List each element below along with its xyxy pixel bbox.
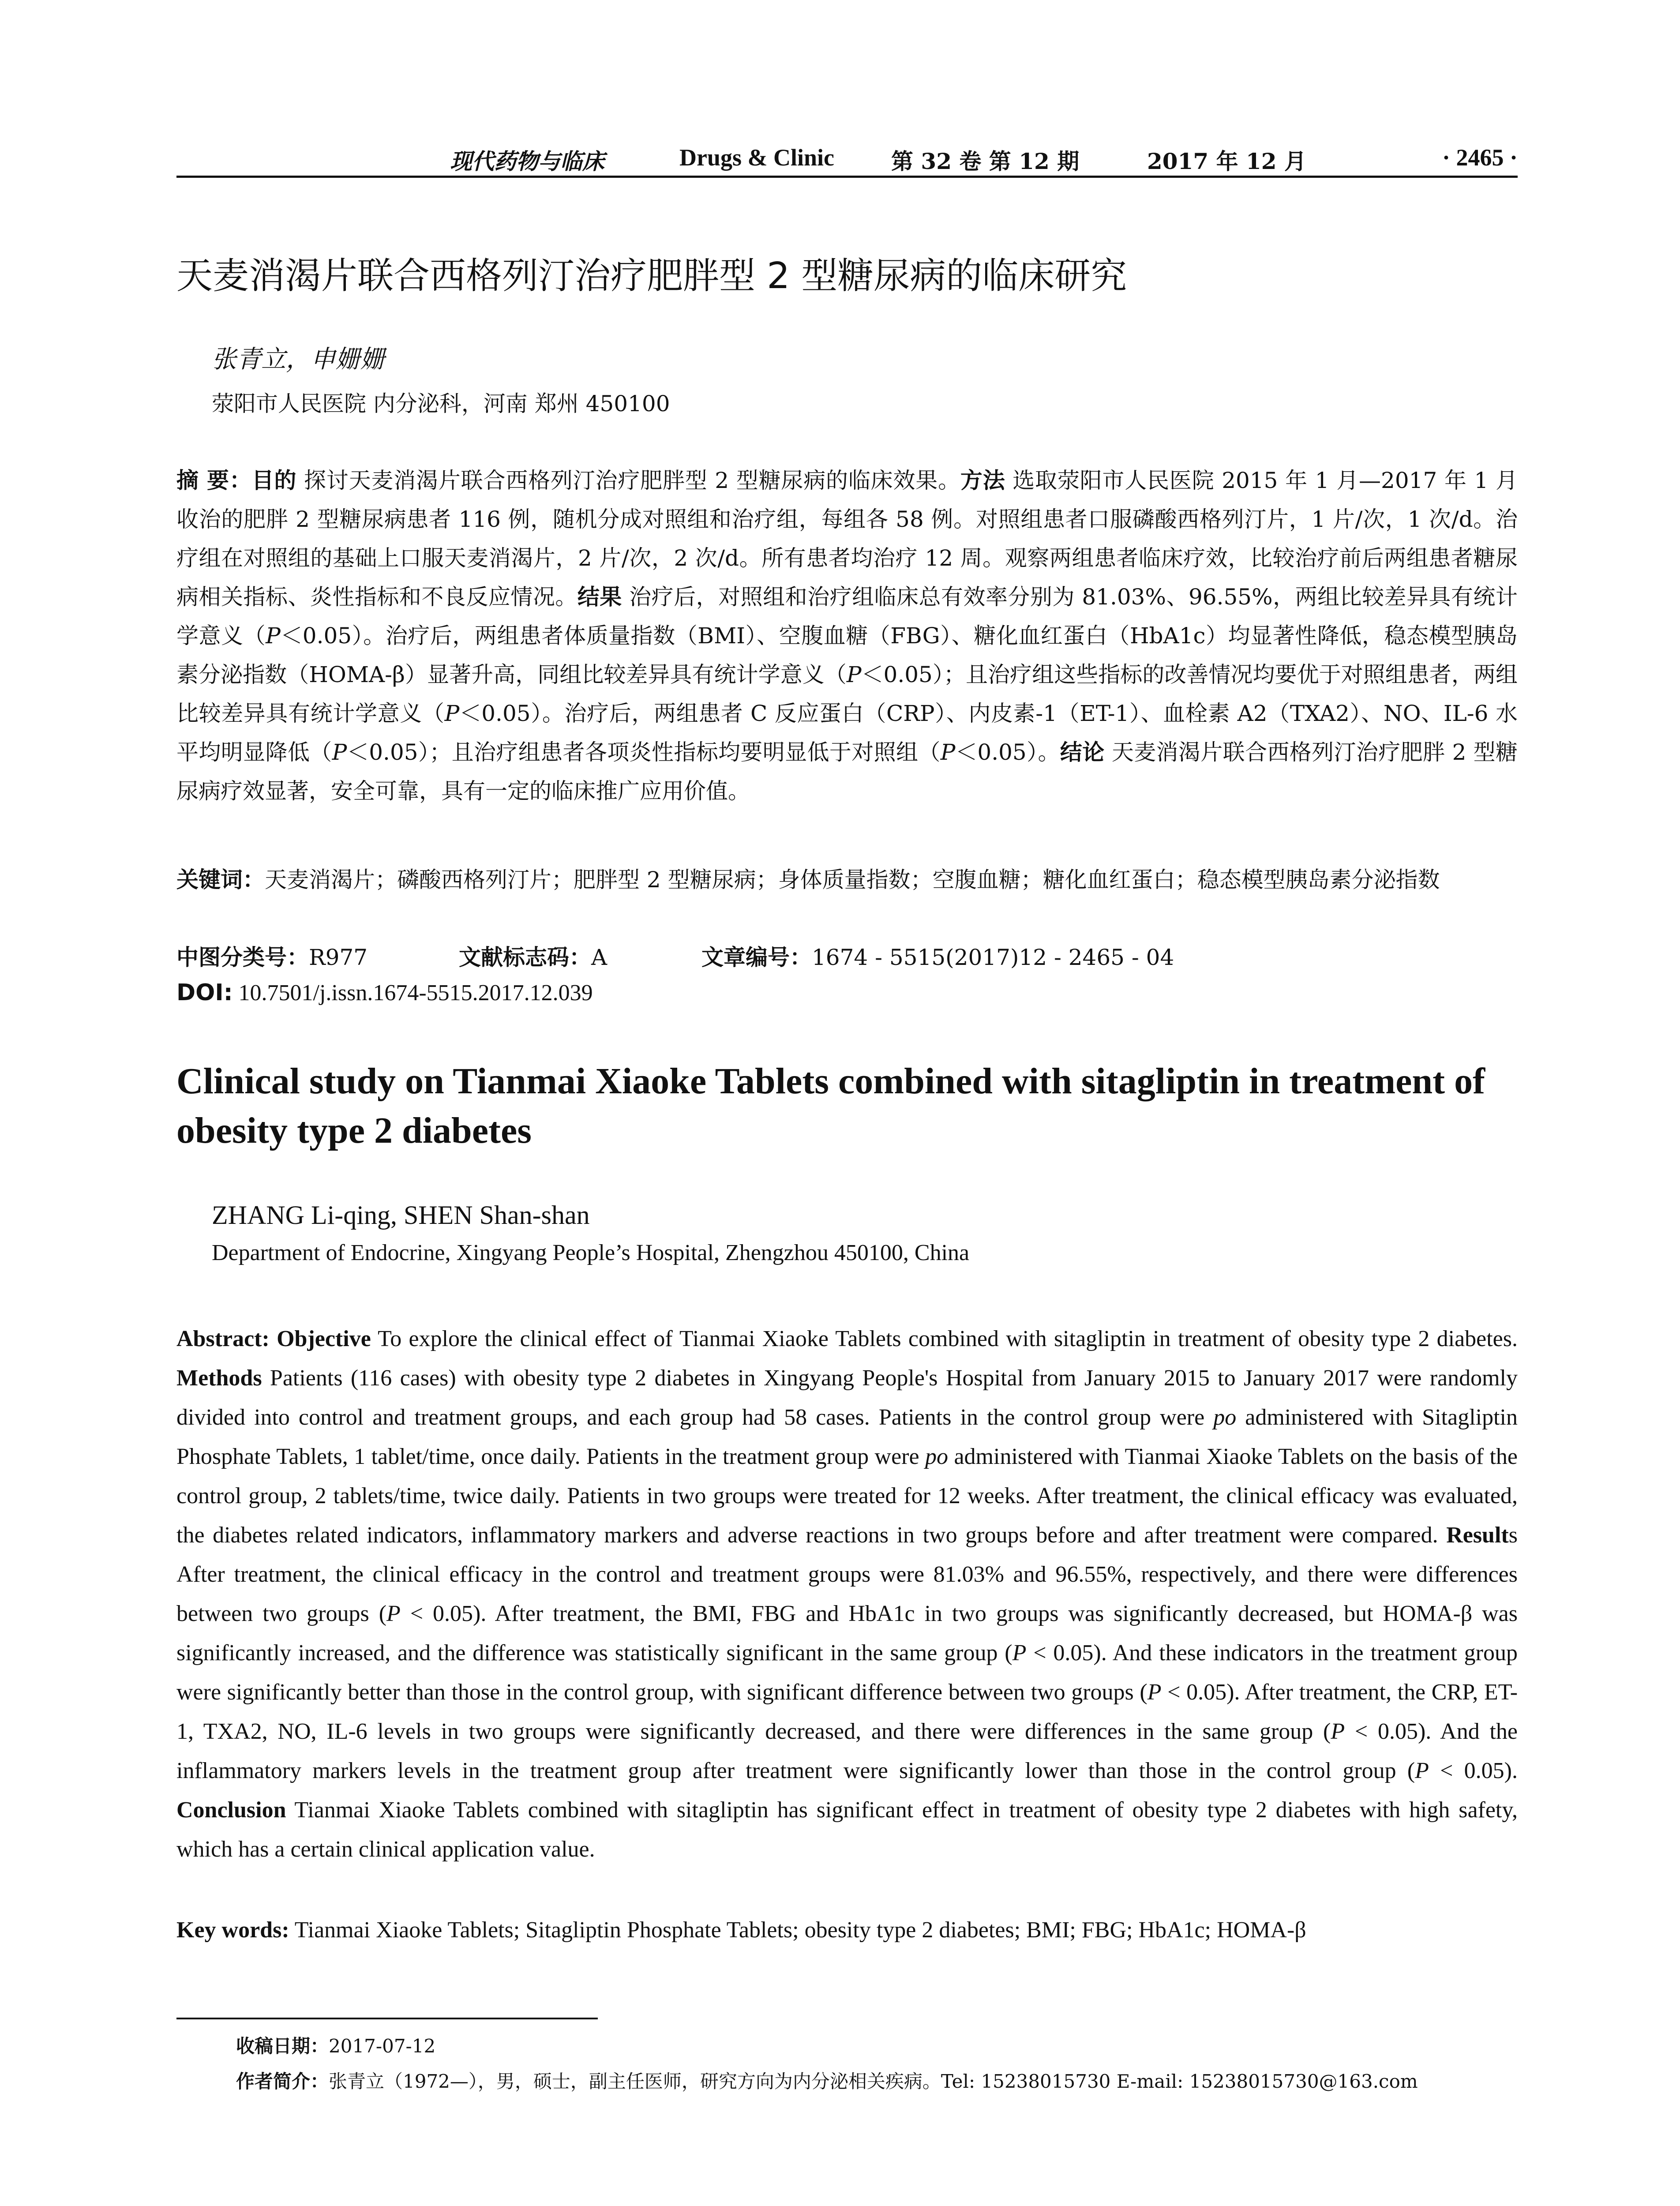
abstract-en — [176, 1319, 1518, 1869]
clc-number — [176, 940, 368, 972]
authors-cn: 张青立，申姗姗 — [212, 345, 385, 374]
po-abbrev: po — [1213, 1405, 1237, 1430]
footnote-author-bio — [236, 2067, 1418, 2093]
abstract-cn — [176, 461, 1518, 810]
p-value-symbol: P — [386, 1601, 401, 1626]
doi-line — [176, 979, 593, 1006]
objective-text-cn: 探讨天麦消渴片联合西格列汀治疗肥胖型 2 型糖尿病的临床效果。 — [296, 468, 960, 493]
clc-label: 中图分类号： — [176, 945, 309, 970]
conclusion-label-en: Conclusion — [176, 1797, 286, 1823]
p-value-symbol: P — [1012, 1640, 1027, 1666]
p-value-symbol: P — [846, 662, 862, 687]
results-text-cn: ＜0.05）。治疗后，两组患者体质量指数（BMI）、空腹血糖（FBG）、糖化血红蛋白（HbA1c）均显著性降低，稳态模型胰岛素分泌指数（HOMA-β）显著升高，同组比较差异具有统计学意义（ — [176, 623, 1518, 687]
results-text-en: < 0.05). And these indicators in the treatment group were significantly better than those in the control group, with significant difference between two groups ( — [176, 1640, 1518, 1705]
article-no-label: 文章编号： — [701, 945, 812, 970]
conclusion-label-cn: 结论 — [1060, 739, 1105, 765]
p-value-symbol: P — [266, 623, 281, 649]
keywords-text-cn: 天麦消渴片；磷酸西格列汀片；肥胖型 2 型糖尿病；身体质量指数；空腹血糖；糖化血红蛋白；稳态模型胰岛素分泌指数 — [265, 867, 1440, 893]
results-text-cn: 治疗后，对照组和治疗组临床总有效率分别为 81.03%、96.55%，两组比较差异具有统计学意义（ — [176, 584, 1518, 649]
abstract-cn-label: 摘 要： — [176, 468, 252, 493]
page-number: · 2465 · — [1442, 144, 1518, 171]
keywords-label-cn: 关键词： — [176, 867, 265, 893]
affiliation-en: Department of Endocrine, Xingyang People’s Hospital, Zhengzhou 450100, China — [212, 1240, 970, 1265]
doc-code-label: 文献标志码： — [459, 945, 591, 970]
p-value-symbol: P — [1331, 1719, 1345, 1744]
article-number — [701, 940, 1174, 972]
article-no-value: 1674 - 5515(2017)12 - 2465 - 04 — [812, 945, 1174, 970]
author-bio-label: 作者简介： — [236, 2071, 329, 2092]
article-title-en: Clinical study on Tianmai Xiaoke Tablets combined with sitagliptin in treatment of obesity type 2 diabetes — [176, 1061, 1485, 1151]
results-text-cn: ＜0.05）；且治疗组患者各项炎性指标均要明显低于对照组（ — [347, 739, 941, 765]
results-text-en: After treatment, the clinical efficacy in the control and treatment groups were 81.03% and 96.55%, respectively, and there were differences between two groups ( — [176, 1562, 1518, 1626]
journal-name-cn: 现代药物与临床 — [450, 148, 604, 174]
footnote-divider — [176, 2018, 598, 2019]
results-text-en: < 0.05). After treatment, the BMI, FBG and HbA1c in two groups was significantly decreased, but HOMA-β was significantly increased, and the difference was statistically significant in the same group ( — [176, 1601, 1518, 1666]
doc-code-value: A — [591, 945, 608, 970]
article-title-cn: 天麦消渴片联合西格列汀治疗肥胖型 2 型糖尿病的临床研究 — [176, 255, 1127, 297]
abstract-en-label: Abstract: Objective — [176, 1326, 371, 1351]
issue-date: 2017 年 12 月 — [1147, 148, 1306, 174]
methods-label-cn: 方法 — [960, 468, 1005, 493]
journal-name-en: Drugs & Clinic — [679, 144, 834, 171]
results-text-cn: ＜0.05）。治疗后，两组患者 C 反应蛋白（CRP）、内皮素-1（ET-1）、血栓素 A2（TXA2）、NO、IL-6 水平均明显降低（ — [176, 701, 1518, 765]
results-text-en: < 0.05). After treatment, the CRP, ET-1, TXA2, NO, IL-6 levels in two groups were significantly decreased, and there were differences in the same group ( — [176, 1680, 1518, 1744]
p-value-symbol: P — [1415, 1758, 1429, 1783]
volume-issue: 第 32 卷 第 12 期 — [891, 148, 1080, 174]
keywords-cn — [176, 860, 1518, 899]
p-value-symbol: P — [940, 739, 956, 765]
p-value-symbol: P — [332, 739, 347, 765]
po-abbrev: po — [925, 1444, 949, 1469]
results-text-en: < 0.05). And the inflammatory markers levels in the treatment group after treatment were significantly lower than those in the control group ( — [176, 1719, 1518, 1783]
doi-label: DOI: — [176, 979, 233, 1006]
objective-text-en: To explore the clinical effect of Tianmai Xiaoke Tablets combined with sitagliptin in treatment of obesity type 2 diabetes. — [371, 1326, 1518, 1351]
results-text-en: < 0.05). — [1429, 1758, 1518, 1783]
p-value-symbol: P — [1147, 1680, 1162, 1705]
objective-label-cn: 目的 — [251, 468, 297, 493]
document-code — [459, 940, 607, 972]
keywords-label-en: Key words: — [176, 1917, 289, 1943]
running-header — [176, 140, 1518, 178]
results-label-en: Result — [1446, 1523, 1509, 1548]
methods-text-en: Patients (116 cases) with obesity type 2 diabetes in Xingyang People's Hospital from January 2015 to January 2017 were randomly divided into control and treatment groups, and each group had 58 cases. Patients in the control group were — [176, 1366, 1518, 1430]
results-label-suffix: s — [1508, 1523, 1518, 1548]
conclusion-text-cn: 天麦消渴片联合西格列汀治疗肥胖 2 型糖尿病疗效显著，安全可靠，具有一定的临床推广应用价值。 — [176, 739, 1518, 804]
results-label-cn: 结果 — [577, 584, 622, 610]
methods-label-en: Methods — [176, 1366, 262, 1391]
footnote-received-date — [236, 2032, 435, 2058]
affiliation-cn: 荥阳市人民医院 内分泌科，河南 郑州 450100 — [212, 391, 670, 416]
received-date: 2017-07-12 — [329, 2035, 436, 2057]
author-bio-text: 张青立（1972—），男，硕士，副主任医师，研究方向为内分泌相关疾病。Tel: 15238015730 E-mail: 15238015730@163.com — [329, 2071, 1418, 2092]
conclusion-text-en: Tianmai Xiaoke Tablets combined with sitagliptin has significant effect in treatment of obesity type 2 diabetes with high safety, which has a certain clinical application value. — [176, 1797, 1518, 1862]
received-label: 收稿日期： — [236, 2035, 329, 2057]
p-value-symbol: P — [444, 701, 460, 726]
methods-text-en: administered with Tianmai Xiaoke Tablets on the basis of the control group, 2 tablets/time, twice daily. Patients in two groups were treated for 12 weeks. After treatment, the clinical efficacy was evaluated, the diabetes related indicators, inflammatory markers and adverse reactions in two groups before and after treatment were compared. — [176, 1444, 1518, 1548]
methods-text-en: administered with Sitagliptin Phosphate Tablets, 1 tablet/time, once daily. Patients in the treatment group were — [176, 1405, 1518, 1469]
methods-text-cn: 选取荥阳市人民医院 2015 年 1 月—2017 年 1 月收治的肥胖 2 型糖尿病患者 116 例，随机分成对照组和治疗组，每组各 58 例。对照组患者口服磷酸西格列汀片，1 片/次，1 次/d。治疗组在对照组的基础上口服天麦消渴片，2 片/次，2 次/d。所有患者均治疗 12 周。观察两组患者临床疗效，比较治疗前后两组患者糖尿病相关指标、炎性指标和不良反应情况。 — [176, 468, 1518, 610]
keywords-text-en: Tianmai Xiaoke Tablets; Sitagliptin Phosphate Tablets; obesity type 2 diabetes; BMI; FBG; HbA1c; HOMA-β — [289, 1917, 1306, 1943]
authors-en: ZHANG Li-qing, SHEN Shan-shan — [212, 1201, 590, 1230]
keywords-en — [176, 1910, 1518, 1950]
doi-value[interactable]: 10.7501/j.issn.1674-5515.2017.12.039 — [232, 980, 593, 1005]
clc-value: R977 — [309, 945, 368, 970]
results-text-cn: ＜0.05）。 — [955, 739, 1060, 765]
results-text-cn: ＜0.05）；且治疗组这些指标的改善情况均要优于对照组患者，两组比较差异具有统计学意义（ — [176, 662, 1518, 726]
